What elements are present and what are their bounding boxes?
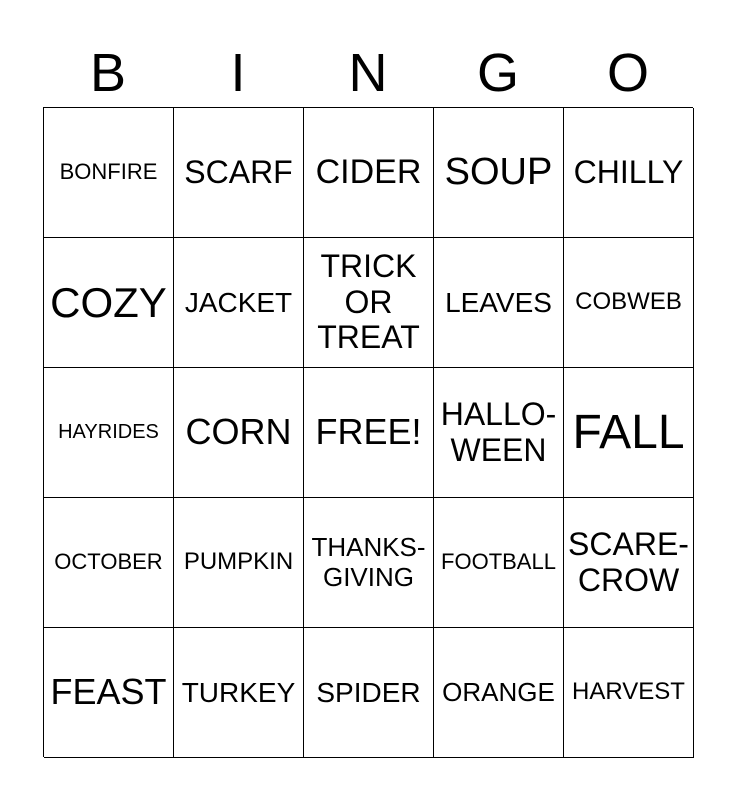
- cell-label: SCARE- CROW: [568, 525, 689, 598]
- cell-label: THANKS- GIVING: [311, 532, 426, 592]
- header-letter-i: I: [230, 43, 246, 103]
- bingo-cell[interactable]: [44, 498, 174, 628]
- cell-label: TRICK OR TREAT: [317, 247, 420, 356]
- header-letter-g: G: [476, 43, 519, 103]
- bingo-cell[interactable]: [564, 238, 694, 368]
- bingo-cell[interactable]: [174, 368, 304, 498]
- bingo-cell[interactable]: [174, 628, 304, 758]
- bingo-cell[interactable]: [44, 108, 174, 238]
- cell-label: SOUP: [444, 151, 553, 194]
- cell-label: TURKEY: [181, 676, 296, 708]
- cell-label: COZY: [50, 278, 167, 326]
- bingo-cell[interactable]: [564, 498, 694, 628]
- bingo-cell[interactable]: [304, 628, 434, 758]
- cell-label: ORANGE: [442, 676, 555, 707]
- free-space-cell[interactable]: [304, 368, 434, 498]
- free-space-label: FREE!: [315, 411, 422, 453]
- bingo-cell[interactable]: [434, 368, 564, 498]
- cell-label: PUMPKIN: [183, 548, 294, 576]
- bingo-cell[interactable]: [304, 498, 434, 628]
- cell-label: COBWEB: [575, 288, 682, 316]
- header-letter-o: O: [606, 43, 649, 103]
- bingo-cell[interactable]: [304, 238, 434, 368]
- bingo-board: [43, 107, 693, 757]
- bingo-cell[interactable]: [174, 238, 304, 368]
- bingo-cell[interactable]: [564, 368, 694, 498]
- bingo-header: [43, 40, 693, 106]
- bingo-cell[interactable]: [564, 628, 694, 758]
- cell-label: CORN: [185, 411, 292, 453]
- bingo-cell[interactable]: [44, 238, 174, 368]
- bingo-cell[interactable]: [44, 368, 174, 498]
- cell-label: LEAVES: [445, 286, 552, 318]
- cell-label: HARVEST: [572, 678, 685, 706]
- cell-label: SCARF: [184, 153, 293, 190]
- cell-label: FALL: [572, 405, 685, 459]
- cell-label: BONFIRE: [59, 159, 158, 185]
- cell-label: HAYRIDES: [58, 421, 159, 444]
- cell-label: FOOTBALL: [441, 549, 556, 575]
- cell-label: SPIDER: [316, 676, 421, 708]
- bingo-cell[interactable]: [174, 498, 304, 628]
- bingo-cell[interactable]: [434, 498, 564, 628]
- bingo-cell[interactable]: [174, 108, 304, 238]
- bingo-cell[interactable]: [44, 628, 174, 758]
- bingo-cell[interactable]: [304, 108, 434, 238]
- bingo-cell[interactable]: [564, 108, 694, 238]
- cell-label: CHILLY: [573, 153, 684, 190]
- header-letter-n: N: [348, 43, 388, 103]
- cell-label: JACKET: [184, 286, 293, 318]
- cell-label: FEAST: [50, 671, 167, 713]
- cell-label: CIDER: [315, 153, 422, 192]
- bingo-cell[interactable]: [434, 628, 564, 758]
- bingo-cell[interactable]: [434, 108, 564, 238]
- header-letter-b: B: [89, 43, 127, 103]
- cell-label: HALLO- WEEN: [440, 395, 557, 468]
- bingo-cell[interactable]: [434, 238, 564, 368]
- cell-label: OCTOBER: [54, 549, 163, 575]
